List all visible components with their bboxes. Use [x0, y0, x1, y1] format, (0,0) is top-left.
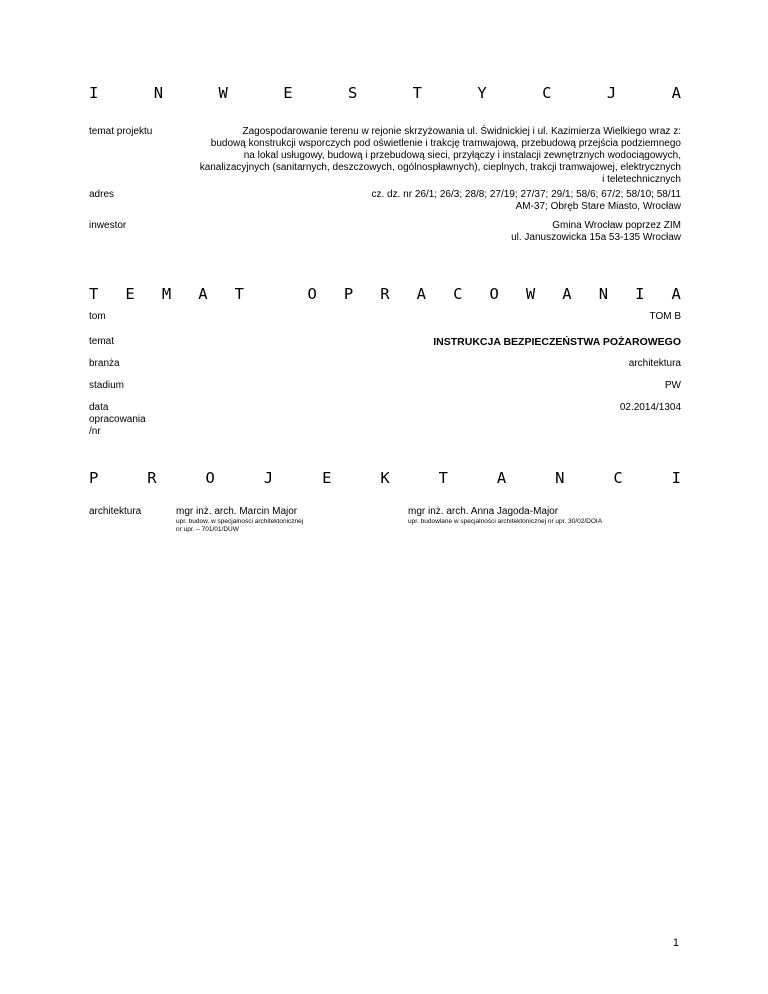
- heading-letter: T: [234, 285, 244, 303]
- heading-letter: N: [598, 285, 609, 303]
- date-label-line: data: [89, 402, 109, 413]
- investor-line: Gmina Wrocław poprzez ZIM: [552, 220, 681, 231]
- date-label: [89, 402, 146, 438]
- heading-letter: Y: [477, 84, 487, 102]
- investment-heading: [89, 84, 681, 102]
- heading-letter: A: [416, 285, 426, 303]
- tom-label: tom: [89, 311, 106, 322]
- designer2-license-line: upr. budowlane w specjalności architektonicznej nr upr. 30/02/DOIA: [408, 518, 603, 525]
- heading-letter: N: [153, 84, 164, 102]
- topic-line: i teletechnicznych: [602, 174, 681, 185]
- heading-letter: S: [347, 84, 358, 102]
- designer1-license-line: upr. budow. w specjalności architektonicznej: [176, 518, 304, 525]
- heading-letter: J: [606, 84, 617, 102]
- topic-line: na lokal usługowy, budową i przebudową sieci, przyłączy i instalacji zewnętrznych wodociągowych,: [243, 150, 681, 161]
- heading-letter: E: [322, 469, 332, 487]
- page-number: 1: [672, 937, 679, 949]
- designers-heading: [89, 469, 681, 487]
- designer1-license: [176, 518, 303, 534]
- heading-letter: R: [380, 285, 390, 303]
- date-value: 02.2014/1304: [619, 402, 681, 413]
- heading-letter: R: [147, 469, 157, 487]
- temat-value: INSTRUKCJA BEZPIECZEŃSTWA POŻAROWEGO: [433, 336, 681, 348]
- topic-line: Zagospodarowanie terenu w rejonie skrzyżowania ul. Świdnickiej i ul. Kazimierza Wielkiego wraz z:: [242, 126, 681, 137]
- heading-letter: A: [496, 469, 507, 487]
- heading-letter: K: [380, 469, 390, 487]
- heading-letter: P: [343, 285, 354, 303]
- designers-field-label: architektura: [89, 506, 142, 517]
- address-line: AM-37; Obręb Stare Miasto, Wrocław: [515, 201, 681, 212]
- heading-letter: O: [489, 285, 499, 303]
- heading-letter: C: [613, 469, 623, 487]
- study-heading: [89, 285, 681, 303]
- designer1-license-line: nr upr. – 701/01/DUW: [176, 526, 239, 533]
- date-label-line: opracowania: [89, 414, 146, 425]
- heading-letter: T: [89, 285, 99, 303]
- date-label-line: /nr: [89, 426, 101, 437]
- topic-text: [200, 126, 681, 186]
- address-line: cz. dz. nr 26/1; 26/3; 28/8; 27/19; 27/37; 29/1; 58/6; 67/2; 58/10; 58/11: [371, 189, 681, 200]
- investor-text: [511, 220, 681, 244]
- heading-letter: E: [283, 84, 293, 102]
- heading-letter: N: [555, 469, 565, 487]
- heading-letter: C: [542, 84, 552, 102]
- heading-letter: O: [205, 469, 215, 487]
- topic-line: kanalizacyjnych (sanitarnych, deszczowych, ogólnospławnych), cieplnych, trakcji tramwajowej, elektrycznych: [199, 162, 681, 173]
- designer2-name: mgr inż. arch. Anna Jagoda-Major: [408, 506, 559, 517]
- heading-letter: A: [671, 285, 681, 303]
- branza-label: branża: [89, 358, 120, 369]
- address-text: [372, 189, 682, 213]
- heading-letter: P: [89, 469, 99, 487]
- investor-label: inwestor: [89, 220, 127, 231]
- heading-letter: [271, 285, 280, 303]
- address-label: adres: [89, 189, 115, 200]
- topic-line: budową konstrukcji wsporczych pod oświetlenie i trakcję tramwajową, przebudową przejścia podziemnego: [210, 138, 681, 149]
- designer2-license: [408, 518, 602, 526]
- heading-letter: I: [635, 285, 645, 303]
- heading-letter: J: [263, 469, 274, 487]
- heading-letter: A: [562, 285, 572, 303]
- temat-label: temat: [89, 336, 115, 347]
- topic-label: temat projektu: [89, 126, 153, 137]
- heading-letter: M: [161, 285, 172, 303]
- heading-letter: I: [671, 469, 681, 487]
- heading-letter: T: [438, 469, 448, 487]
- heading-letter: I: [89, 84, 99, 102]
- designer1-name: mgr inż. arch. Marcin Major: [176, 506, 298, 517]
- investor-line: ul. Januszowicka 15a 53-135 Wrocław: [511, 232, 681, 243]
- heading-letter: E: [125, 285, 135, 303]
- stadium-label: stadium: [89, 380, 125, 391]
- heading-letter: T: [412, 84, 423, 102]
- heading-letter: W: [218, 84, 228, 102]
- heading-letter: W: [525, 285, 536, 303]
- heading-letter: O: [307, 285, 317, 303]
- heading-letter: A: [198, 285, 208, 303]
- branza-value: architektura: [628, 358, 681, 369]
- heading-letter: C: [453, 285, 463, 303]
- tom-value: TOM B: [649, 311, 681, 322]
- heading-letter: A: [671, 84, 681, 102]
- stadium-value: PW: [664, 380, 681, 391]
